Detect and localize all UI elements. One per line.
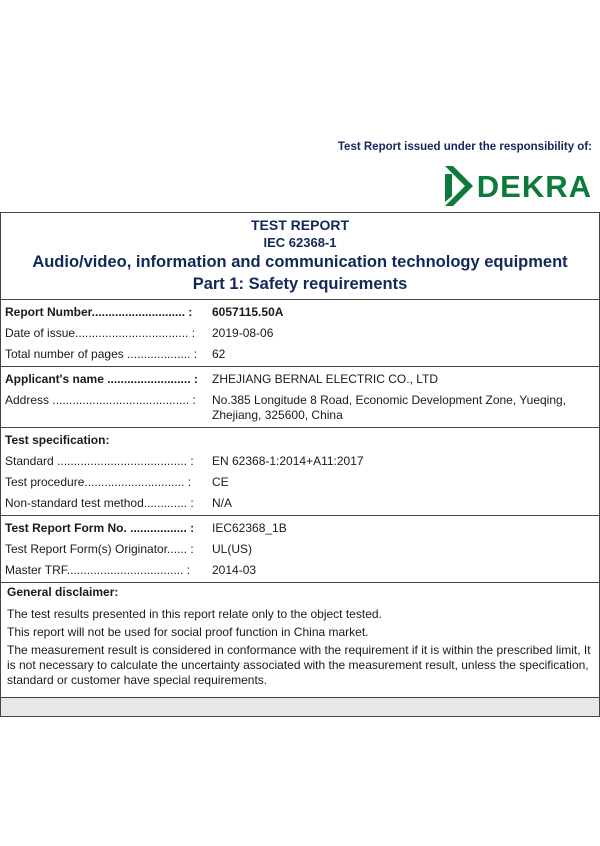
standard-row: [1, 451, 599, 472]
disclaimer-section: [1, 583, 599, 698]
procedure-value: CE: [212, 475, 229, 489]
pages-row: [1, 344, 599, 365]
trf-section: [1, 516, 599, 583]
trf-form-row: [1, 518, 599, 539]
date-value: 2019-08-06: [212, 326, 274, 340]
title-line-4: Part 1: Safety requirements: [192, 275, 408, 293]
originator-value: UL(US): [212, 542, 253, 556]
report-number-row: [1, 302, 599, 323]
nonstandard-label: Non-standard test method............. :: [5, 496, 194, 510]
standard-label: Standard ....................................... :: [5, 454, 194, 468]
report-title: [1, 213, 599, 300]
procedure-label: Test procedure.............................. :: [5, 475, 192, 489]
title-line-3: Audio/video, information and communication technology equipment: [32, 253, 568, 271]
disclaimer-paragraph-3: The measurement result is considered in conformance with the requirement if it is within the prescribed limit, It is not necessary to calculate the uncertainty associated with the measurement result, unless the specification, standard or customer have special requirements.: [7, 643, 591, 687]
address-label: Address ......................................... :: [5, 393, 196, 407]
pages-value: 62: [212, 347, 226, 361]
dekra-logo: [443, 166, 592, 206]
applicant-name-row: [1, 369, 599, 390]
master-trf-label: Master TRF................................... :: [5, 563, 191, 577]
test-report-table: [0, 212, 600, 717]
report-number-value: 6057115.50A: [212, 305, 284, 319]
trf-form-label: Test Report Form No. ................. :: [5, 521, 195, 535]
footer-bar: [1, 698, 599, 716]
nonstandard-row: [1, 493, 599, 514]
disclaimer-heading: General disclaimer:: [7, 585, 119, 599]
applicant-name-value: ZHEJIANG BERNAL ELECTRIC CO., LTD: [212, 372, 439, 386]
test-spec-section: [1, 428, 599, 516]
pages-label: Total number of pages ................... :: [5, 347, 198, 361]
master-trf-value: 2014-03: [212, 563, 257, 577]
date-label: Date of issue.................................. :: [5, 326, 196, 340]
nonstandard-value: N/A: [212, 496, 233, 510]
standard-value: EN 62368-1:2014+A11:2017: [212, 454, 364, 468]
trf-form-value: IEC62368_1B: [212, 521, 287, 535]
applicant-name-label: Applicant's name ......................... :: [5, 372, 198, 386]
originator-row: [1, 539, 599, 560]
master-trf-row: [1, 560, 599, 581]
title-line-1: TEST REPORT: [250, 217, 349, 233]
disclaimer-paragraph-1: The test results presented in this report relate only to the object tested.: [7, 607, 382, 621]
dekra-mark-icon: [443, 166, 475, 206]
report-info-section: [1, 300, 599, 367]
issuer-statement: Test Report issued under the responsibility of:: [337, 141, 592, 153]
address-value: No.385 Longitude 8 Road, Economic Development Zone, Yueqing, Zhejiang, 325600, China: [212, 393, 567, 422]
applicant-section: [1, 367, 599, 428]
logo-text: DEKRA: [476, 168, 592, 204]
procedure-row: [1, 472, 599, 493]
address-row: [1, 390, 599, 426]
date-row: [1, 323, 599, 344]
title-line-2: IEC 62368-1: [263, 235, 337, 250]
test-spec-heading: Test specification:: [5, 433, 110, 447]
report-number-label: Report Number............................ :: [5, 305, 193, 319]
originator-label: Test Report Form(s) Originator...... :: [5, 542, 194, 556]
disclaimer-paragraph-2: This report will not be used for social proof function in China market.: [7, 625, 369, 639]
